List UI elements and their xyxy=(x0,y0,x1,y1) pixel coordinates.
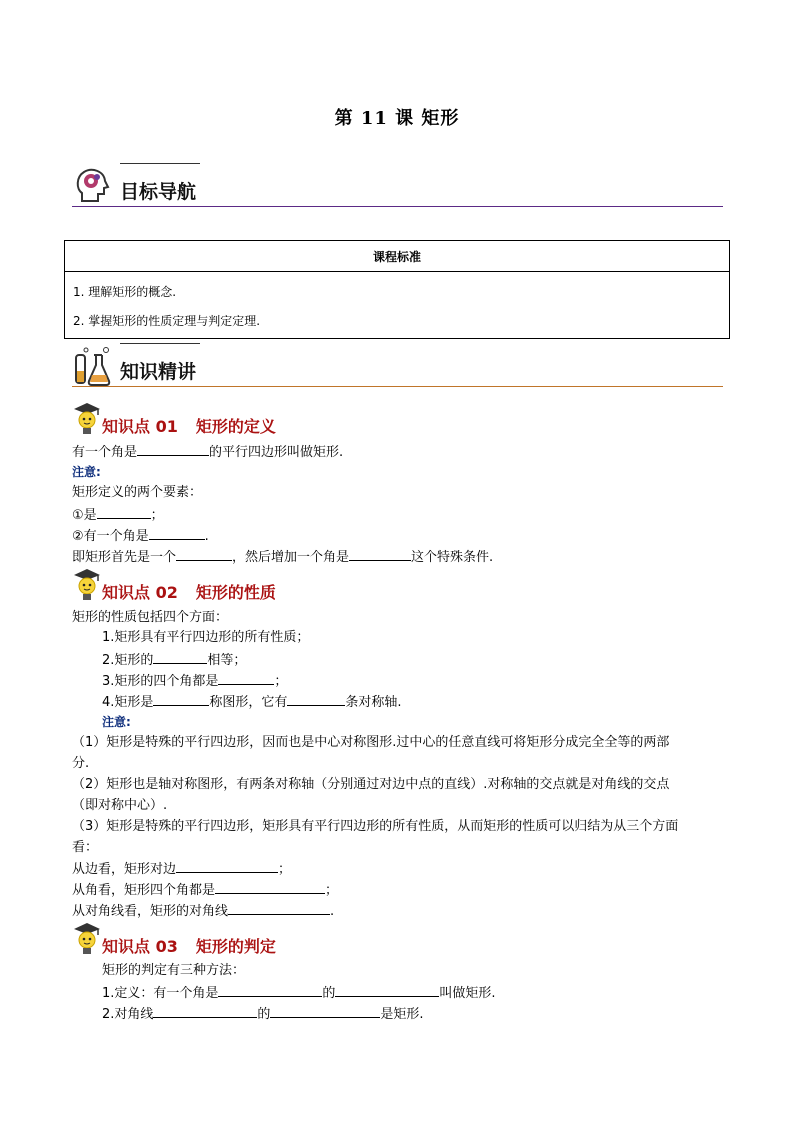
lab-flask-icon xyxy=(72,345,112,385)
kp02-line1: 矩形的性质包括四个方面： xyxy=(72,610,229,625)
kp03-line3: 2.对角线 的 是矩形. xyxy=(102,1007,424,1022)
kp02-para2b: （即对称中心）. xyxy=(72,798,168,813)
kp03-number: 知识点 03 xyxy=(102,937,178,956)
kp02-line2: 1.矩形具有平行四边形的所有性质； xyxy=(102,630,310,645)
kp02-note: 注意: xyxy=(102,715,131,729)
kp02-para1a: （1）矩形是特殊的平行四边形，因而也是中心对称图形.过中心的任意直线可将矩形分成完全全等的两部 xyxy=(72,735,670,750)
knowledge-section-header xyxy=(72,343,723,387)
head-gear-icon xyxy=(72,165,112,205)
kp02-side: 从边看，矩形对边 ； xyxy=(72,862,292,877)
kp01-title: 矩形的定义 xyxy=(195,417,276,436)
goal-section-title: 目标导航 xyxy=(120,181,197,203)
course-standard-table xyxy=(64,240,730,339)
kp02-para3a: （3）矩形是特殊的平行四边形，矩形具有平行四边形的所有性质，从而矩形的性质可以归结为从三个方面 xyxy=(72,819,679,834)
kp02-line5: 4.矩形是 称图形，它有 条对称轴. xyxy=(102,695,402,710)
kp03-title: 矩形的判定 xyxy=(195,937,276,956)
goal-section-header xyxy=(72,163,723,207)
kp01-line1: 有一个角是 的平行四边形叫做矩形. xyxy=(72,445,344,460)
kp02-angle: 从角看，矩形四个角都是 ； xyxy=(72,883,339,898)
course-standard-body xyxy=(65,272,730,339)
course-standard-header: 课程标准 xyxy=(65,241,730,272)
kp02-para2a: （2）矩形也是轴对称图形，有两条对称轴（分别通过对边中点的直线）.对称轴的交点就是对角线的交点 xyxy=(72,777,670,792)
kp01-line5: 即矩形首先是一个 ，然后增加一个角是 这个特殊条件. xyxy=(72,550,494,565)
kp01-note: 注意: xyxy=(72,465,101,479)
standard-item: 2. 掌握矩形的性质定理与判定定理. xyxy=(73,314,261,328)
kp01-number: 知识点 01 xyxy=(102,417,178,436)
graduate-bulb-icon xyxy=(72,402,102,436)
kp01-line3: ①是 ； xyxy=(72,508,164,523)
kp01-line2: 矩形定义的两个要素： xyxy=(72,485,203,500)
page-title: 第 11 课 矩形 xyxy=(334,108,460,129)
kp02-line4: 3.矩形的四个角都是 ； xyxy=(102,674,288,689)
kp02-line3: 2.矩形的 相等； xyxy=(102,653,247,668)
kp01-line4: ②有一个角是 . xyxy=(72,529,209,544)
kp02-para1b: 分. xyxy=(72,756,90,771)
graduate-bulb-icon xyxy=(72,568,102,602)
standard-item: 1. 理解矩形的概念. xyxy=(73,285,177,299)
kp02-diagonal: 从对角线看，矩形的对角线 . xyxy=(72,904,335,919)
kp02-number: 知识点 02 xyxy=(102,583,178,602)
kp03-header xyxy=(72,922,472,956)
graduate-bulb-icon xyxy=(72,922,102,956)
kp02-para3b: 看： xyxy=(72,840,99,855)
kp03-line2: 1.定义：有一个角是 的 叫做矩形. xyxy=(102,986,496,1001)
kp02-header xyxy=(72,568,472,602)
kp02-title: 矩形的性质 xyxy=(195,583,276,602)
knowledge-section-title: 知识精讲 xyxy=(120,361,197,383)
kp03-line1: 矩形的判定有三种方法： xyxy=(102,963,246,978)
kp01-header xyxy=(72,402,472,436)
